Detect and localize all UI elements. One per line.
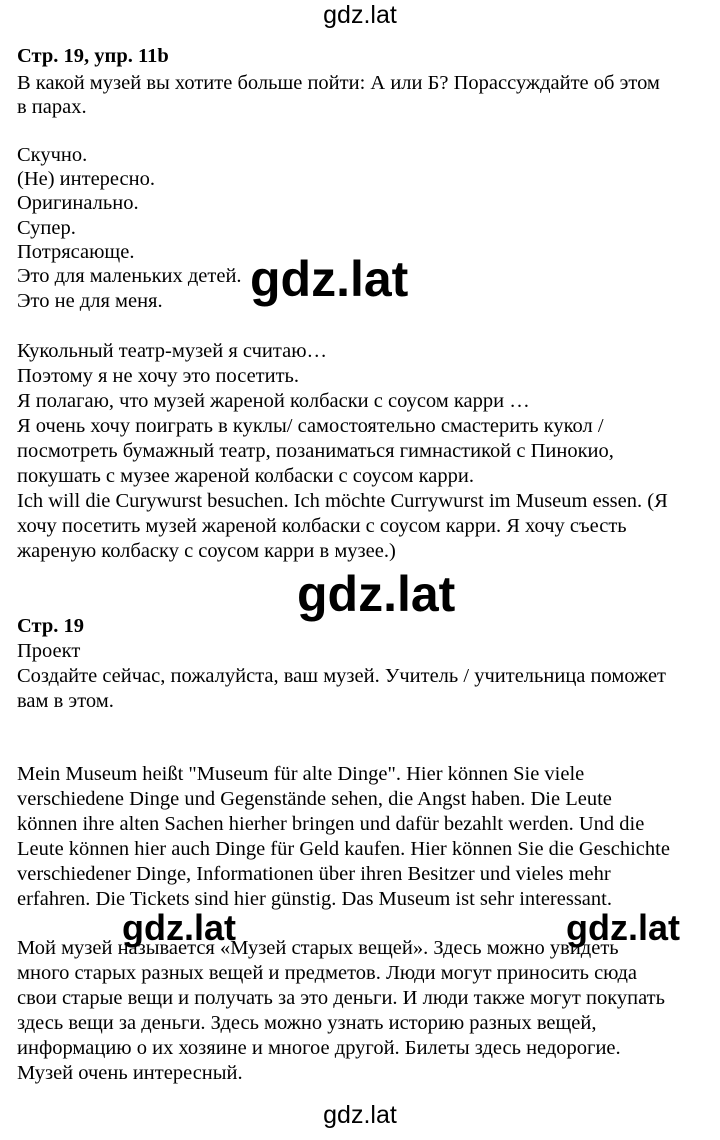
german-text-line: verschiedene Dinge und Gegenstände sehen, die Angst haben. Die Leute xyxy=(17,788,612,810)
question-line-1: В какой музей вы хотите больше пойти: А или Б? Порассуждайте об этом xyxy=(17,72,660,94)
section1-heading: Стр. 19, упр. 11b xyxy=(17,45,169,67)
german-text-line: verschiedener Dinge, Informationen über ihren Besitzer und vieles mehr xyxy=(17,863,611,885)
task-line: вам в этом. xyxy=(17,690,114,712)
answer-line: Я полагаю, что музей жареной колбаски с соусом карри … xyxy=(17,390,530,412)
answer-line: Кукольный театр-музей я считаю… xyxy=(17,340,328,362)
answer-line: посмотреть бумажный театр, позаниматься гимнастикой с Пинокио, xyxy=(17,440,614,462)
watermark: gdz.lat xyxy=(122,907,236,948)
russian-text-line: информацию о их хозяине и многое другой. Билеты здесь недорогие. xyxy=(17,1037,621,1059)
russian-text-line: Мой музей называется «Музей старых вещей». Здесь можно увидеть xyxy=(17,937,619,959)
task-line: Создайте сейчас, пожалуйста, ваш музей. Учитель / учительница поможет xyxy=(17,665,667,687)
question-line-2: в парах. xyxy=(17,96,87,118)
answer-line: жареную колбаску с соусом карри в музее.) xyxy=(17,540,396,562)
phrase-item: (Не) интересно. xyxy=(17,168,155,190)
russian-text-line: свои старые вещи и получать за это деньги. И люди также могут покупать xyxy=(17,987,665,1009)
german-text-line: Leute können hier auch Dinge für Geld kaufen. Hier können Sie die Geschichte xyxy=(17,838,670,860)
phrase-item: Потрясающе. xyxy=(17,241,135,263)
section2-subheading: Проект xyxy=(17,640,81,662)
answer-line: Поэтому я не хочу это посетить. xyxy=(17,365,300,387)
german-text-line: können ihre alten Sachen hierher bringen und dafür bezahlt werden. Und die xyxy=(17,813,645,835)
phrase-item: Супер. xyxy=(17,217,76,239)
german-text-line: Mein Museum heißt "Museum für alte Dinge". Hier können Sie viele xyxy=(17,763,585,785)
site-label-top: gdz.lat xyxy=(323,1,397,29)
answer-line: хочу посетить музей жареной колбаски с соусом карри. Я хочу съесть xyxy=(17,515,627,537)
section2-heading: Стр. 19 xyxy=(17,615,85,637)
russian-text-line: здесь вещи за деньги. Здесь можно узнать историю разных вещей, xyxy=(17,1012,597,1034)
phrase-item: Скучно. xyxy=(17,144,88,166)
watermark: gdz.lat xyxy=(566,907,680,948)
phrase-item: Оригинально. xyxy=(17,192,139,214)
answer-line: Ich will die Curywurst besuchen. Ich möchte Currywurst im Museum essen. (Я xyxy=(17,490,668,512)
phrase-item: Это для маленьких детей. xyxy=(17,265,242,287)
russian-text-line: Музей очень интересный. xyxy=(17,1062,243,1084)
answer-line: Я очень хочу поиграть в куклы/ самостоятельно смастерить кукол / xyxy=(17,415,604,437)
german-text-line: erfahren. Die Tickets sind hier günstig. Das Museum ist sehr interessant. xyxy=(17,888,612,910)
watermark: gdz.lat xyxy=(250,251,409,307)
phrase-item: Это не для меня. xyxy=(17,290,163,312)
russian-text-line: много старых разных вещей и предметов. Люди могут приносить сюда xyxy=(17,962,637,984)
answer-line: покушать с музее жареной колбаски с соусом карри. xyxy=(17,465,474,487)
site-label-bottom: gdz.lat xyxy=(323,1101,397,1129)
watermark: gdz.lat xyxy=(297,566,456,622)
